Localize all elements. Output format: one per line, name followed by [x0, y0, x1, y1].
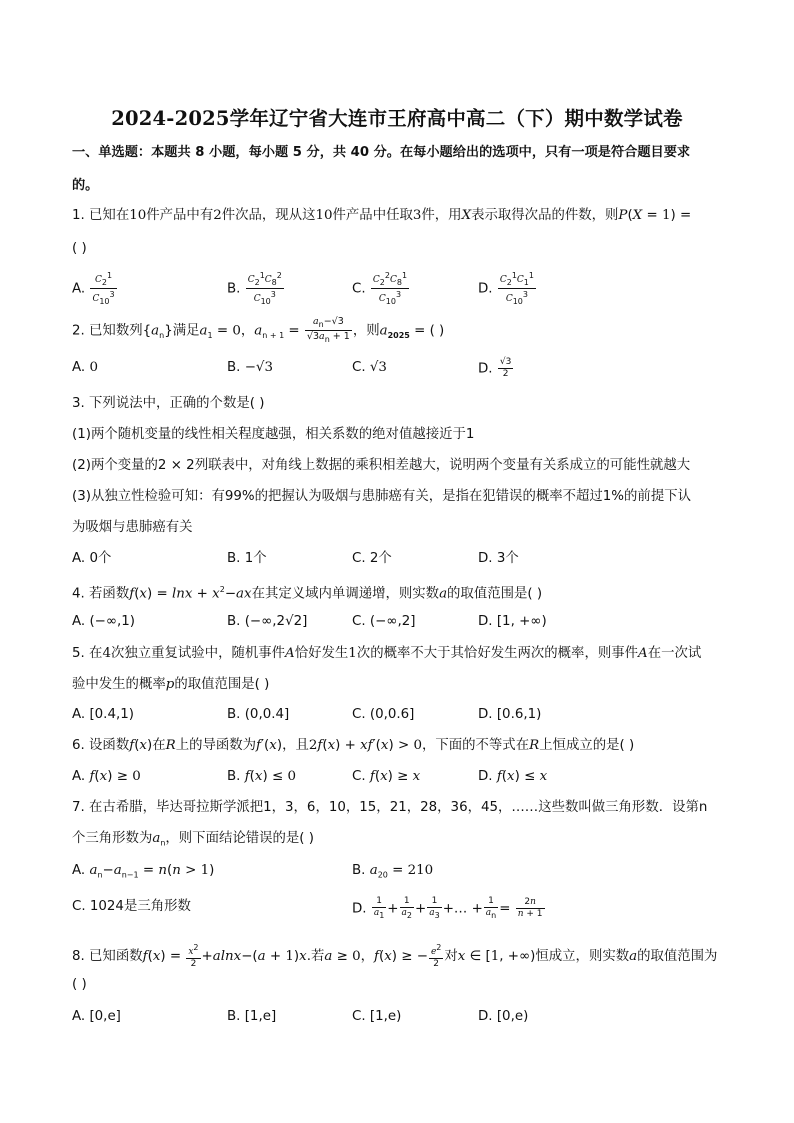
- q7-option-b: B. $a_{20} = 210$: [352, 863, 434, 880]
- q6-option-a: A. f(x) ≥ 0: [72, 769, 141, 784]
- page-title: 2024-2025学年辽宁省大连市王府高中高二（下）期中数学试卷: [111, 107, 683, 130]
- section-heading-line2: 的。: [72, 178, 99, 193]
- q6-option-b: B. f(x) ≤ 0: [227, 769, 296, 784]
- q1-option-c: C. $\frac{C_2^2C_8^1}{C_{10}^3}$: [352, 271, 408, 306]
- q5-option-b: B. (0,0.4]: [227, 707, 290, 722]
- q3-option-c: C. 2个: [352, 551, 392, 566]
- q2-option-c: C. √3: [352, 360, 387, 375]
- q8-stem: 8. 已知函数f(x) = $\frac{x^2}{2}$ +alnx−(a + 1)x.若a ≥ 0，f(x) ≥ − $\frac{e^2}{2}$ 对x ∈ [1, +∞)恒成立，则实数a的取值范围为: [72, 943, 718, 969]
- q3-statement-3-cont: 为吸烟与患肺癌有关: [72, 520, 193, 535]
- q3-option-d: D. 3个: [478, 551, 519, 566]
- q2-option-d: D. $\frac{√3}{2}$: [478, 357, 512, 379]
- q1-option-a: A. $\frac{C_2^1}{C_{10}^3}$: [72, 271, 115, 306]
- q2-options: [72, 357, 724, 383]
- q5-stem-line2: 验中发生的概率p的取值范围是( ): [72, 677, 270, 692]
- q4-stem: 4. 若函数$f(x) = \ln x + x^2-ax$在其定义域内单调递增，则实数a的取值范围是( ): [72, 585, 543, 602]
- q1-options: [72, 270, 724, 306]
- q7-option-d: D. $\frac{1}{a_1}$ + $\frac{1}{a_2}$ + $\frac{1}{a_3}$ +… + $\frac{1}{a_n}$ = $\frac{2n}{n + 1}$: [352, 896, 543, 920]
- q2-stem: 2. 已知数列$\{a_n\}$满足$a_1 = 0$，$a_{n + 1}$ = $\frac{a_n-√3}{√3a_n + 1}$ ，则$a_{2025}$ = ( ): [72, 316, 445, 344]
- q1-option-d: D. $\frac{C_2^1C_1^1}{C_{10}^3}$: [478, 271, 534, 306]
- q8-stem-line2: ( ): [72, 977, 87, 992]
- q3-options: [72, 548, 724, 574]
- q5-stem: 5. 在4次独立重复试验中，随机事件A恰好发生1次的概率不大于其恰好发生两次的概率，则事件A在一次试: [72, 646, 702, 661]
- q3-statement-1: (1)两个随机变量的线性相关程度越强，相关系数的绝对值越接近于1: [72, 427, 475, 442]
- section-heading-line1: 一、单选题：本题共 8 小题，每小题 5 分，共 40 分。在每小题给出的选项中，只有一项是符合题目要求: [72, 145, 691, 160]
- q4-option-a: A. (−∞,1): [72, 614, 136, 629]
- q1-option-b: B. $\frac{C_2^1C_8^2}{C_{10}^3}$: [227, 271, 282, 306]
- q5-option-d: D. [0.6,1): [478, 707, 542, 722]
- q6-option-d: D. f(x) ≤ x: [478, 769, 548, 784]
- q3-option-a: A. 0个: [72, 551, 112, 566]
- q8-options: [72, 1006, 724, 1032]
- q2-option-a: A. 0: [72, 360, 98, 375]
- q8-option-c: C. [1,e): [352, 1009, 402, 1024]
- q3-statement-3: (3)从独立性检验可知：有99%的把握认为吸烟与患肺癌有关，是指在犯错误的概率不超过1%的前提下认: [72, 489, 691, 504]
- q1-stem: 1. 已知在10件产品中有2件次品，现从这10件产品中任取3件，用X表示取得次品的件数，则P(X = 1) =: [72, 208, 692, 223]
- q3-option-b: B. 1个: [227, 551, 267, 566]
- q6-options: [72, 766, 724, 792]
- q7-stem: 7. 在古希腊，毕达哥拉斯学派把1，3，6，10，15，21，28，36，45，……这些数叫做三角形数．设第n: [72, 800, 708, 815]
- q8-option-b: B. [1,e]: [227, 1009, 277, 1024]
- q4-option-d: D. [1, +∞): [478, 614, 547, 629]
- q1-stem-line2: ( ): [72, 241, 87, 256]
- q3-stem: 3. 下列说法中，正确的个数是( ): [72, 396, 265, 411]
- q7-options-row1: [72, 860, 724, 886]
- q5-option-c: C. (0,0.6]: [352, 707, 415, 722]
- q5-option-a: A. [0.4,1): [72, 707, 134, 722]
- q7-option-c: C. 1024是三角形数: [72, 899, 191, 914]
- q7-options-row2: [72, 896, 724, 922]
- q3-statement-2: (2)两个变量的2 × 2列联表中，对角线上数据的乘积相差越大，说明两个变量有关系成立的可能性就越大: [72, 458, 691, 473]
- q8-option-a: A. [0,e]: [72, 1009, 121, 1024]
- q5-options: [72, 704, 724, 730]
- q4-options: [72, 611, 724, 637]
- q7-option-a: A. $a_n-a_{n-1} = n(n > 1)$: [72, 863, 215, 880]
- q2-option-b: B. −√3: [227, 360, 273, 375]
- q6-stem: 6. 设函数f(x)在R上的导函数为f′(x)，且2f(x) + xf′(x) > 0，下面的不等式在R上恒成立的是( ): [72, 738, 635, 753]
- q4-option-b: B. (−∞,2√2]: [227, 614, 308, 629]
- q7-stem-line2: 个三角形数为$a_n$，则下面结论错误的是( ): [72, 831, 315, 848]
- q6-option-c: C. f(x) ≥ x: [352, 769, 421, 784]
- q8-option-d: D. [0,e): [478, 1009, 529, 1024]
- q4-option-c: C. (−∞,2]: [352, 614, 416, 629]
